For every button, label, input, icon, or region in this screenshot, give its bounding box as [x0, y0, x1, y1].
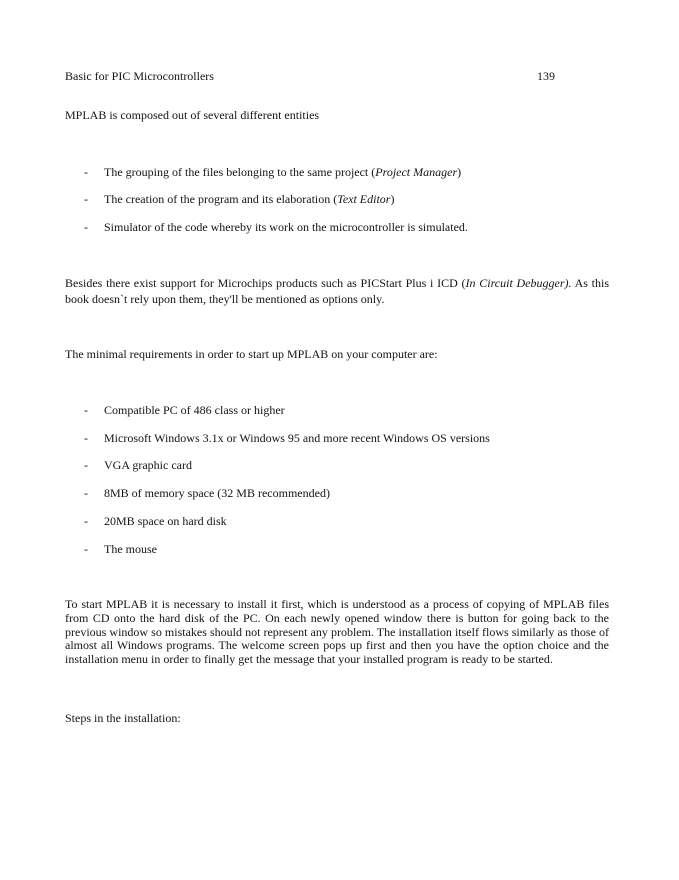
list-item-text: 20MB space on hard disk [104, 514, 227, 528]
list-bullet: - [84, 514, 88, 528]
list-bullet: - [84, 486, 88, 500]
list-bullet: - [84, 458, 88, 472]
list-item-text: The grouping of the files belonging to the same project (Project Manager) [104, 165, 462, 179]
list-item-text: Simulator of the code whereby its work on the microcontroller is simulated. [104, 220, 468, 234]
list-bullet: - [84, 220, 88, 234]
page-number: 139 [537, 69, 555, 83]
list-bullet: - [84, 192, 88, 206]
list-bullet: - [84, 403, 88, 417]
support-paragraph: Besides there exist support for Microchips products such as PICStart Plus i ICD (In Circuit Debugger). As this book doesn`t rely upon them, they'll be mentioned as options only. [65, 276, 609, 306]
running-header-title: Basic for PIC Microcontrollers [65, 69, 214, 83]
list-item-text: VGA graphic card [104, 458, 192, 472]
requirements-intro: The minimal requirements in order to start up MPLAB on your computer are: [65, 347, 438, 361]
list-item-text: Compatible PC of 486 class or higher [104, 403, 285, 417]
list-item-text: The mouse [104, 542, 157, 556]
list-item-text: Microsoft Windows 3.1x or Windows 95 and more recent Windows OS versions [104, 431, 490, 445]
steps-heading: Steps in the installation: [65, 711, 181, 725]
installation-paragraph: To start MPLAB it is necessary to install it first, which is understood as a process of copying of MPLAB files from CD onto the hard disk of the PC. On each newly opened window there is button for going back to the previous window so mistakes should not represent any problem. The installation itself flows similarly as those of almost all Windows programs. The welcome screen pops up first and then you have the option choice and the installation menu in order to finally get the message that your installed program is ready to be started. [65, 597, 609, 667]
list-item-text: 8MB of memory space (32 MB recommended) [104, 486, 330, 500]
list-item-text: The creation of the program and its elaboration (Text Editor) [104, 192, 395, 206]
list-bullet: - [84, 542, 88, 556]
list-bullet: - [84, 165, 88, 179]
intro-sentence: MPLAB is composed out of several different entities [65, 108, 320, 122]
list-bullet: - [84, 431, 88, 445]
